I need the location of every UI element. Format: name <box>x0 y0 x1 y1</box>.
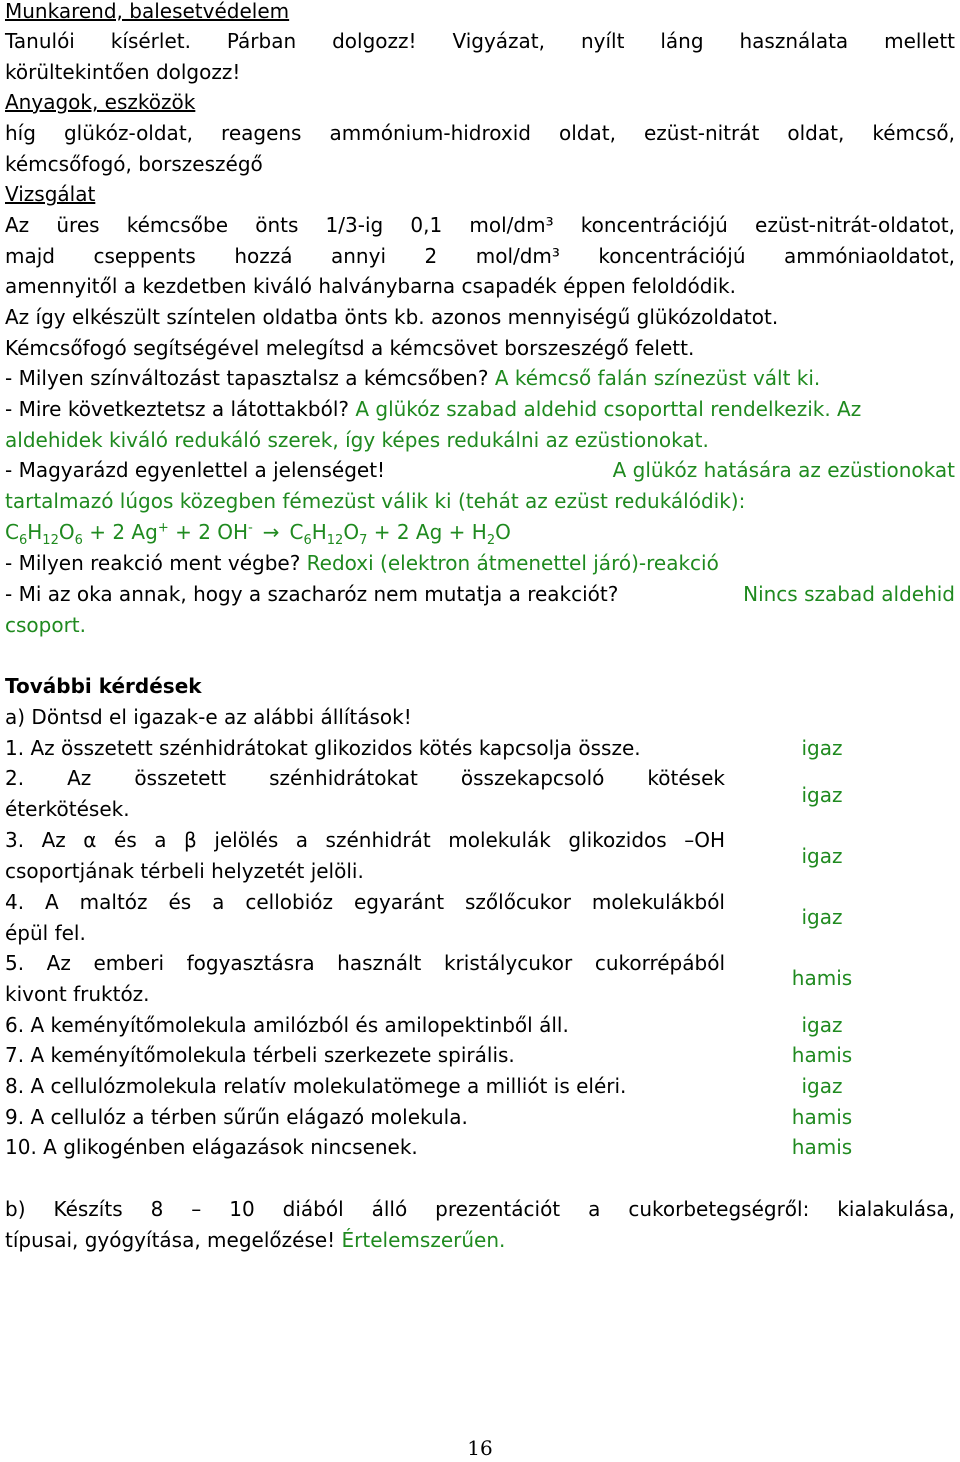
statement-6: 6. A keményítőmolekula amilózból és amilopektinből áll. <box>5 1013 569 1037</box>
answer-text: A glükóz hatására az ezüstionokat <box>612 458 955 482</box>
answer-text: Nincs szabad aldehid <box>743 582 955 606</box>
statement-5-line-2: kivont fruktóz. <box>5 982 150 1006</box>
answer-text: Redoxi (elektron átmenettel járó)-reakció <box>306 551 719 575</box>
question-conclusion <box>5 394 955 425</box>
statement-10-answer: hamis <box>791 1135 853 1159</box>
statement-7-answer: hamis <box>791 1043 853 1067</box>
truefalse-intro: a) Döntsd el igazak-e az alábbi állítások! <box>5 705 412 729</box>
munkarend-line-2: körültekintően dolgozz! <box>5 60 241 84</box>
vizsgalat-line-3: amennyitől a kezdetben kiváló halványbarna csapadék éppen feloldódik. <box>5 274 736 298</box>
statement-3-answer: igaz <box>801 844 843 868</box>
statement-3-line-1: 3. Az α és a β jelölés a szénhidrát molekulák glikozidos –OH <box>5 828 725 852</box>
reaction-equation: $C_6H_{12}O_6 + 2$ Ag+ + 2 $OH^- \to C_6H_{12}O_7 + 2$ $Ag + H_2O$ <box>5 517 955 548</box>
anyagok-line-1: híg glükóz-oldat, reagens ammónium-hidroxid oldat, ezüst-nitrát oldat, kémcső, <box>5 121 955 145</box>
task-b-answer: Értelemszerűen. <box>341 1228 506 1252</box>
question-color-change <box>5 363 955 394</box>
statement-7: 7. A keményítőmolekula térbeli szerkezete spirális. <box>5 1043 515 1067</box>
heading-tovabbi-kerdesek: További kérdések <box>5 674 202 698</box>
answer-equation-cont: tartalmazó lúgos közegben fémezüst válik ki (tehát az ezüst redukálódik): <box>5 489 746 513</box>
question-text: - Milyen reakció ment végbe? <box>5 551 301 575</box>
question-text: - Milyen színváltozást tapasztalsz a kémcsőben? <box>5 366 489 390</box>
question-text: - Mire következtetsz a látottakból? <box>5 397 349 421</box>
statement-10: 10. A glikogénben elágazások nincsenek. <box>5 1135 418 1159</box>
question-text: - Magyarázd egyenlettel a jelenséget! <box>5 458 386 482</box>
answer-conclusion-cont: aldehidek kiváló redukáló szerek, így képes redukálni az ezüstionokat. <box>5 428 709 452</box>
task-b-line-1: b) Készíts 8 – 10 diából álló prezentációt a cukorbetegségről: kialakulása, <box>5 1197 955 1221</box>
anyagok-line-2: kémcsőfogó, borszeszégő <box>5 152 263 176</box>
vizsgalat-line-1: Az üres kémcsőbe önts 1/3-ig 0,1 mol/dm³ koncentrációjú ezüst-nitrát-oldatot, <box>5 213 955 237</box>
vizsgalat-line-2: majd cseppents hozzá annyi 2 mol/dm³ koncentrációjú ammóniaoldatot, <box>5 244 955 268</box>
answer-text: A kémcső falán színezüst vált ki. <box>494 366 821 390</box>
question-sucrose <box>5 579 955 610</box>
statement-1: 1. Az összetett szénhidrátokat glikozidos kötés kapcsolja össze. <box>5 736 641 760</box>
vizsgalat-line-5: Kémcsőfogó segítségével melegítsd a kémcsövet borszeszégő felett. <box>5 336 695 360</box>
statement-4-answer: igaz <box>801 905 843 929</box>
question-text: - Mi az oka annak, hogy a szacharóz nem mutatja a reakciót? <box>5 582 619 606</box>
statement-2-line-1: 2. Az összetett szénhidrátokat összekapcsoló kötések <box>5 766 725 790</box>
answer-sucrose-cont: csoport. <box>5 613 87 637</box>
statement-9: 9. A cellulóz a térben sűrűn elágazó molekula. <box>5 1105 468 1129</box>
statement-4-line-2: épül fel. <box>5 921 86 945</box>
statement-5-answer: hamis <box>791 966 853 990</box>
heading-munkarend: Munkarend, balesetvédelem <box>5 0 290 23</box>
task-b-text: típusai, gyógyítása, megelőzése! <box>5 1228 336 1252</box>
statement-9-answer: hamis <box>791 1105 853 1129</box>
statement-2-line-2: éterkötések. <box>5 797 130 821</box>
statement-5-line-1: 5. Az emberi fogyasztásra használt kristálycukor cukorrépából <box>5 951 725 975</box>
statement-2-answer: igaz <box>801 783 843 807</box>
statement-1-answer: igaz <box>801 736 843 760</box>
reaction-arrow-icon: → <box>262 520 280 544</box>
heading-vizsgalat: Vizsgálat <box>5 182 96 206</box>
answer-text: A glükóz szabad aldehid csoporttal rendelkezik. Az <box>355 397 862 421</box>
question-reaction-type <box>5 548 955 579</box>
statement-4-line-1: 4. A maltóz és a cellobióz egyaránt szőlőcukor molekulákból <box>5 890 725 914</box>
question-equation <box>5 455 955 486</box>
task-b-line-2 <box>5 1225 955 1256</box>
statement-6-answer: igaz <box>801 1013 843 1037</box>
heading-anyagok: Anyagok, eszközök <box>5 90 196 114</box>
vizsgalat-line-4: Az így elkészült színtelen oldatba önts kb. azonos mennyiségű glükózoldatot. <box>5 305 779 329</box>
statement-8-answer: igaz <box>801 1074 843 1098</box>
munkarend-line-1: Tanulói kísérlet. Párban dolgozz! Vigyázat, nyílt láng használata mellett <box>5 29 955 53</box>
statement-3-line-2: csoportjának térbeli helyzetét jelöli. <box>5 859 364 883</box>
page-number: 16 <box>467 1436 493 1460</box>
statement-8: 8. A cellulózmolekula relatív molekulatömege a milliót is eléri. <box>5 1074 627 1098</box>
